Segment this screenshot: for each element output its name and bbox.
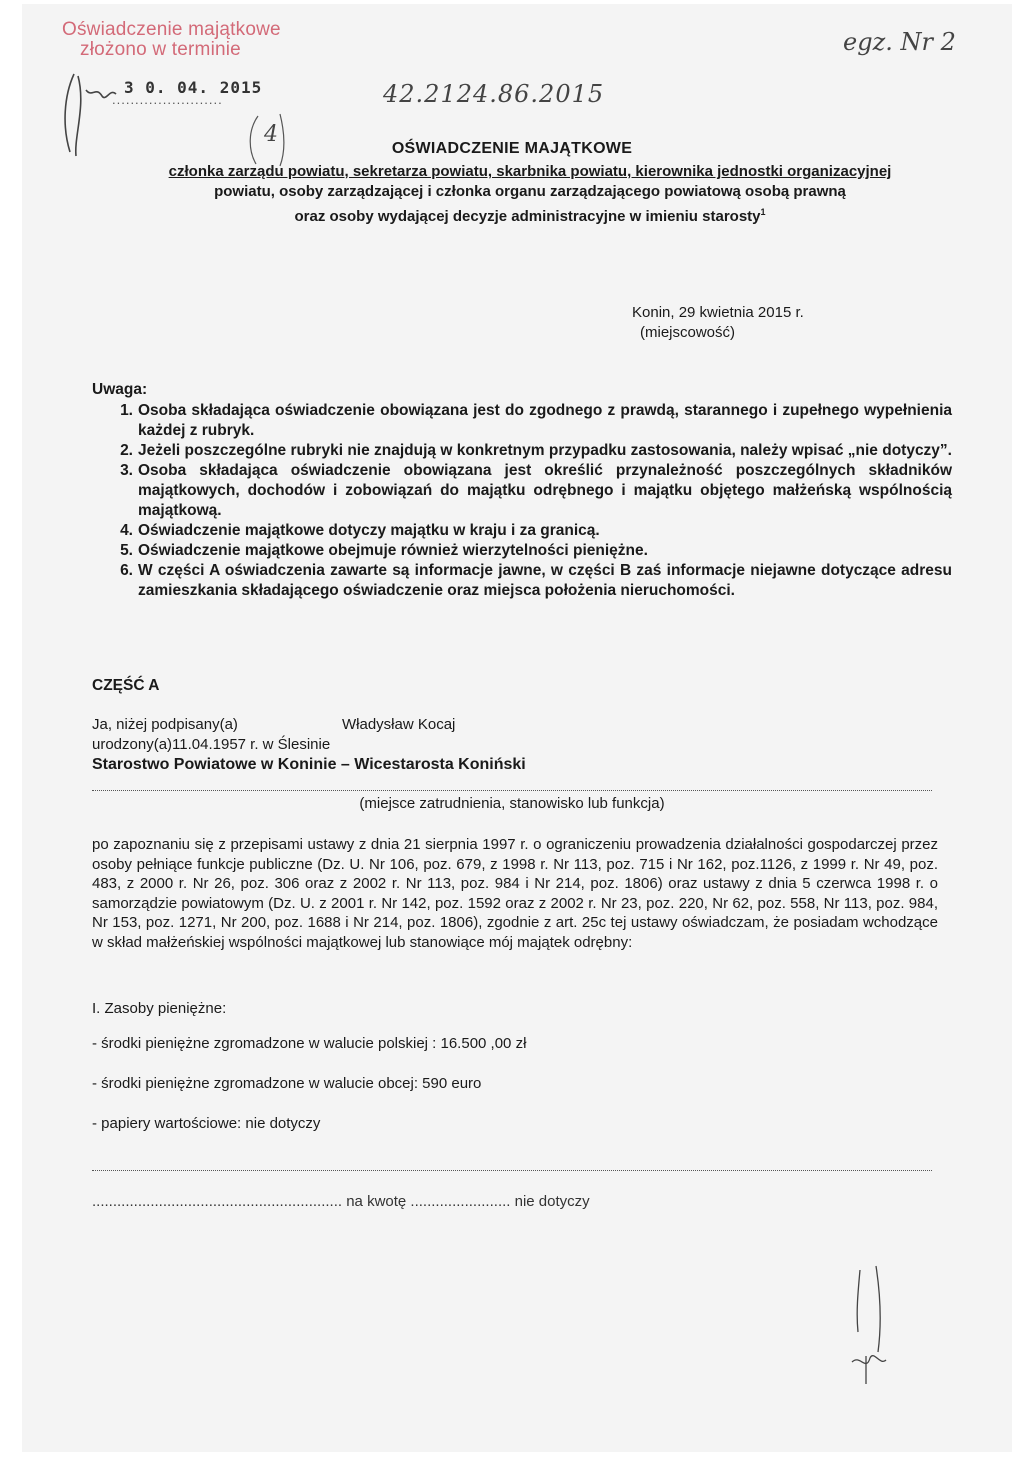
reference-number: 42.2124.86.2015 [383,80,605,108]
stamp-date: 3 0. 04. 2015 [124,78,263,97]
note-item [92,441,952,461]
signed-label: Ja, niżej podpisany(a) [92,716,238,733]
subtitle-line-1: członka zarządu powiatu, sekretarza powiatu, skarbnika powiatu, kierownika jednostki organizacyjnej [168,163,892,180]
note-number: 6. [120,562,133,579]
stamp-line-1: Oświadczenie majątkowe [62,19,281,40]
declarant-name: Władysław Kocaj [342,716,456,733]
note-number: 1. [120,402,133,419]
note-text: Oświadczenie majątkowe dotyczy majątku w kraju i za granicą. [138,522,600,539]
footnote-mark: 1 [760,207,766,217]
declaration-paragraph: po zapoznaniu się z przepisami ustawy z dnia 21 sierpnia 1997 r. o ograniczeniu prowadzenia działalności gospodarczej przez osoby pełniące funkcje publiczne (Dz. U. Nr 106, poz. 679, z 1998 r. Nr 113, poz. 715 i Nr 162, poz.1126, z 1999 r. Nr 49, poz. 483, z 2000 r. Nr 26, poz. 306 oraz z 2002 r. Nr 113, poz. 984 i Nr 214, poz. 1806) oraz ustawy z dnia 5 czerwca 1998 r. o samorządzie powiatowym (Dz. U. z 2001 r. Nr 142, poz. 1592 oraz z 2002 r. Nr 23, poz. 220, Nr 62, poz. 558, Nr 113, poz. 984, Nr 153, poz. 1271, Nr 200, poz. 1688 i Nr 214, poz. 1806), zgodnie z art. 25c tej ustawy oświadczam, że posiadam wchodzące w skład małżeńskiej wspólności majątkowej lub stanowiące mój majątek odrębny: [92,836,938,951]
note-text: W części A oświadczenia zawarte są informacje jawne, w części B zaś informacje niejawne dotyczące adresu zamieszkania składającego oświadczenie oraz miejsca położenia nieruchomości. [138,562,952,599]
birth-info: urodzony(a)11.04.1957 r. w Ślesinie [92,736,331,753]
securities: - papiery wartościowe: nie dotyczy [92,1115,321,1132]
notes-heading: Uwaga: [92,381,148,398]
note-number: 5. [120,542,133,559]
stamp-line-2: złożono w terminie [80,39,241,60]
funds-foreign: - środki pieniężne zgromadzone w walucie obcej: 590 euro [92,1075,482,1092]
section-i-heading: I. Zasoby pieniężne: [92,1000,227,1017]
note-number: 4. [120,522,133,539]
funds-pln: - środki pieniężne zgromadzone w walucie polskiej : 16.500 ,00 zł [92,1035,527,1052]
note-item [92,401,952,441]
note-text: Osoba składająca oświadczenie obowiązana jest do zgodnego z prawdą, starannego i zupełnego wypełnienia każdej z rubryk. [138,402,952,439]
part-a-heading: CZĘŚĆ A [92,677,160,694]
note-text: Oświadczenie majątkowe obejmuje również wierzytelności pieniężne. [138,542,648,559]
handwritten-signature [840,1262,900,1392]
note-item [92,461,952,521]
page-mark: 4 [264,122,278,147]
note-item [92,541,952,561]
declarant-block [92,715,792,775]
note-text: Osoba składająca oświadczenie obowiązana jest określić przynależność poszczególnych składników majątkowych, dochodów i zobowiązań do majątku odrębnego i majątku objętego małżeńską wspólnością majątkową. [138,462,952,519]
copy-number: egz. Nr 2 [843,28,956,56]
subtitle-line-3: oraz osoby wydającej decyzje administracyjne w imieniu starosty [294,208,761,225]
note-number: 3. [120,462,133,479]
note-number: 2. [120,442,133,459]
note-item [92,521,952,541]
place-date-block [632,303,804,343]
dotted-line [92,790,932,791]
amount-line: ............................................................ na kwotę ........................ nie dotyczy [92,1193,590,1210]
dotted-line [92,1170,932,1171]
stamp-dots: ........................ [112,92,223,107]
received-stamp [62,20,281,60]
place-caption: (miejscowość) [640,324,736,341]
subtitle-line-2: powiatu, osoby zarządzającej i członka organu zarządzającego powiatową osobą prawną [214,183,846,200]
note-item [92,561,952,601]
employment-caption: (miejsce zatrudnienia, stanowisko lub funkcja) [359,795,665,812]
place-date: Konin, 29 kwietnia 2015 r. [632,304,804,321]
note-text: Jeżeli poszczególne rubryki nie znajdują w konkretnym przypadku zastosowania, należy wpisać „nie dotyczy”. [138,442,952,459]
document-title: OŚWIADCZENIE MAJĄTKOWE [391,140,633,157]
employment: Starostwo Powiatowe w Koninie – Wicestarosta Koniński [92,756,526,773]
notes-list [92,401,952,601]
document-subtitle [100,162,960,227]
